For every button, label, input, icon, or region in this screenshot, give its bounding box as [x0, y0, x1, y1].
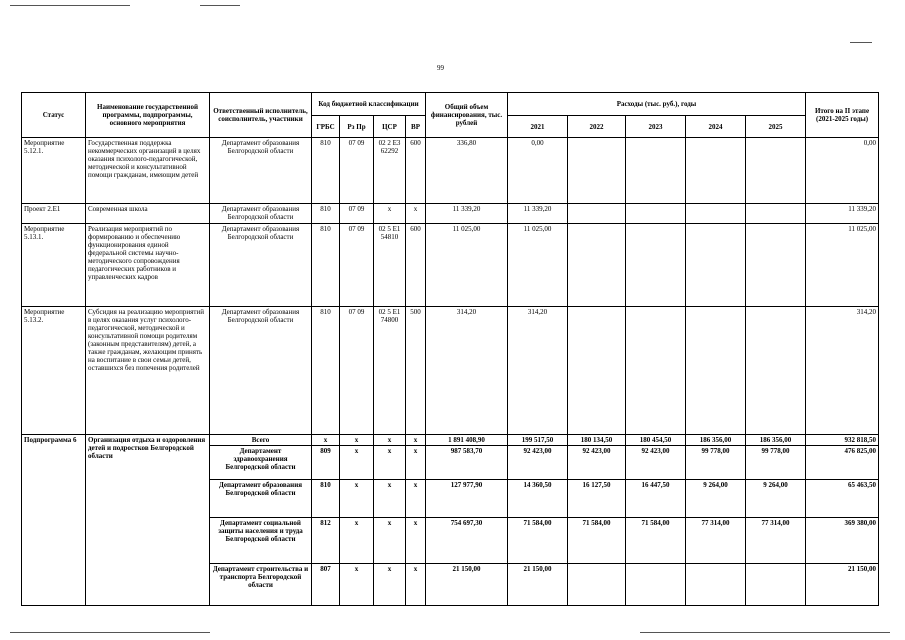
cell-itogo: 369 380,00	[806, 518, 879, 564]
cell-2024	[686, 564, 746, 606]
cell-csr: х	[374, 204, 406, 224]
cell-responsible: Департамент образования Белгородской области	[210, 204, 312, 224]
table-row	[22, 138, 879, 204]
cell-status: Проект 2.Е1	[22, 204, 86, 224]
cell-2022	[568, 138, 626, 204]
cell-total: 11 025,00	[426, 224, 508, 307]
cell-grbs: 810	[312, 224, 340, 307]
cell-2022	[568, 224, 626, 307]
cell-2024: 99 778,00	[686, 446, 746, 480]
cell-2024	[686, 307, 746, 435]
header-2021: 2021	[508, 116, 568, 138]
cell-status: Мероприятие 5.12.1.	[22, 138, 86, 204]
cell-2021: 0,00	[508, 138, 568, 204]
cell-grbs: 810	[312, 138, 340, 204]
cell-2025: 77 314,00	[746, 518, 806, 564]
cell-csr: х	[374, 435, 406, 446]
cell-rz: х	[340, 446, 374, 480]
cell-grbs: 810	[312, 480, 340, 518]
cell-grbs: 809	[312, 446, 340, 480]
cell-2023: 92 423,00	[626, 446, 686, 480]
scan-artifact-line	[200, 5, 240, 6]
header-total-volume: Общий объем финансирования, тыс. рублей	[426, 93, 508, 138]
cell-status: Мероприятие 5.13.1.	[22, 224, 86, 307]
cell-2022: 16 127,50	[568, 480, 626, 518]
cell-csr: х	[374, 480, 406, 518]
cell-itogo: 11 339,20	[806, 204, 879, 224]
cell-name: Организация отдыха и оздоровления детей и подростков Белгородской области	[86, 435, 210, 606]
cell-2024	[686, 204, 746, 224]
cell-responsible: Департамент образования Белгородской области	[210, 138, 312, 204]
cell-rz: 07 09	[340, 307, 374, 435]
cell-2024	[686, 224, 746, 307]
cell-total: 21 150,00	[426, 564, 508, 606]
cell-csr: х	[374, 518, 406, 564]
cell-responsible: Департамент образования Белгородской области	[210, 480, 312, 518]
cell-2025	[746, 204, 806, 224]
cell-2025	[746, 307, 806, 435]
header-grbs: ГРБС	[312, 116, 340, 138]
cell-2021: 92 423,00	[508, 446, 568, 480]
cell-grbs: 810	[312, 204, 340, 224]
scan-artifact-line	[10, 5, 130, 6]
cell-2025	[746, 224, 806, 307]
cell-itogo: 21 150,00	[806, 564, 879, 606]
cell-responsible: Департамент социальной защиты населения и труда Белгородской области	[210, 518, 312, 564]
cell-vr: х	[406, 435, 426, 446]
table-row	[22, 224, 879, 307]
cell-total: 127 977,90	[426, 480, 508, 518]
cell-2022: 92 423,00	[568, 446, 626, 480]
cell-responsible: Департамент строительства и транспорта Белгородской области	[210, 564, 312, 606]
header-responsible: Ответственный исполнитель, соисполнитель, участники	[210, 93, 312, 138]
cell-2023: 180 454,50	[626, 435, 686, 446]
table-row	[22, 204, 879, 224]
cell-csr: х	[374, 446, 406, 480]
cell-grbs: 810	[312, 307, 340, 435]
cell-rz: 07 09	[340, 138, 374, 204]
subprogram-row-total	[22, 435, 879, 446]
cell-2025: 186 356,00	[746, 435, 806, 446]
cell-vr: х	[406, 564, 426, 606]
cell-status: Мероприятие 5.13.2.	[22, 307, 86, 435]
header-itogo: Итого на II этапе (2021-2025 годы)	[806, 93, 879, 138]
cell-responsible: Департамент образования Белгородской области	[210, 224, 312, 307]
cell-responsible: Департамент образования Белгородской области	[210, 307, 312, 435]
cell-vr: х	[406, 204, 426, 224]
cell-itogo: 476 825,00	[806, 446, 879, 480]
cell-2025: 9 264,00	[746, 480, 806, 518]
budget-table	[21, 92, 879, 606]
cell-total: 314,20	[426, 307, 508, 435]
scan-artifact-line	[640, 632, 890, 633]
cell-itogo: 65 463,50	[806, 480, 879, 518]
cell-2024: 186 356,00	[686, 435, 746, 446]
cell-rz: х	[340, 518, 374, 564]
header-2024: 2024	[686, 116, 746, 138]
cell-2023: 16 447,50	[626, 480, 686, 518]
cell-2021: 11 339,20	[508, 204, 568, 224]
cell-name: Государственная поддержка некоммерческих организаций в целях оказания психолого-педагогической, методической и консультативной помощи гражданам, имеющим детей	[86, 138, 210, 204]
cell-2021: 14 360,50	[508, 480, 568, 518]
cell-vr: 600	[406, 224, 426, 307]
cell-2023	[626, 307, 686, 435]
cell-itogo: 314,20	[806, 307, 879, 435]
cell-total: 11 339,20	[426, 204, 508, 224]
cell-vr: 600	[406, 138, 426, 204]
cell-2025: 99 778,00	[746, 446, 806, 480]
table-row	[22, 307, 879, 435]
cell-grbs: х	[312, 435, 340, 446]
cell-responsible: Всего	[210, 435, 312, 446]
cell-2025	[746, 138, 806, 204]
cell-csr: 02 5 Е1 54810	[374, 224, 406, 307]
cell-2023	[626, 224, 686, 307]
cell-grbs: 812	[312, 518, 340, 564]
cell-total: 754 697,30	[426, 518, 508, 564]
header-2022: 2022	[568, 116, 626, 138]
cell-name: Субсидия на реализацию мероприятий в целях оказания услуг психолого-педагогической, методической и консультативной помощи родителям (законным представителям) детей, а также гражданам, желающим принять на воспитание в свои семьи детей, оставшихся без попечения родителей	[86, 307, 210, 435]
cell-2022: 180 134,50	[568, 435, 626, 446]
cell-vr: х	[406, 518, 426, 564]
cell-total: 1 891 408,90	[426, 435, 508, 446]
cell-csr: 02 5 Е1 74800	[374, 307, 406, 435]
cell-rz: 07 09	[340, 224, 374, 307]
cell-rz: х	[340, 435, 374, 446]
cell-2022: 71 584,00	[568, 518, 626, 564]
cell-rz: 07 09	[340, 204, 374, 224]
cell-csr: 02 2 Е3 62292	[374, 138, 406, 204]
cell-2021: 71 584,00	[508, 518, 568, 564]
cell-2024	[686, 138, 746, 204]
cell-grbs: 807	[312, 564, 340, 606]
cell-2021: 314,20	[508, 307, 568, 435]
header-budget-code: Код бюджетной классификации	[312, 93, 426, 116]
cell-2021: 11 025,00	[508, 224, 568, 307]
header-csr: ЦСР	[374, 116, 406, 138]
header-2025: 2025	[746, 116, 806, 138]
cell-itogo: 11 025,00	[806, 224, 879, 307]
cell-2022	[568, 204, 626, 224]
cell-2022	[568, 564, 626, 606]
scan-artifact-line	[10, 632, 210, 633]
header-expenses: Расходы (тыс. руб.), годы	[508, 93, 806, 116]
cell-2024: 77 314,00	[686, 518, 746, 564]
header-2023: 2023	[626, 116, 686, 138]
cell-rz: х	[340, 564, 374, 606]
cell-2023	[626, 204, 686, 224]
cell-2025	[746, 564, 806, 606]
header-status: Статус	[22, 93, 86, 138]
cell-2023: 71 584,00	[626, 518, 686, 564]
cell-2021: 199 517,50	[508, 435, 568, 446]
cell-2023	[626, 564, 686, 606]
cell-status: Подпрограмма 6	[22, 435, 86, 606]
header-rz: Рз Пр	[340, 116, 374, 138]
cell-name: Современная школа	[86, 204, 210, 224]
cell-rz: х	[340, 480, 374, 518]
cell-2023	[626, 138, 686, 204]
cell-name: Реализация мероприятий по формированию и обеспечению функционирования единой федеральной системы научно-методического сопровождения педагогических работников и управленческих кадров	[86, 224, 210, 307]
cell-itogo: 932 818,50	[806, 435, 879, 446]
cell-responsible: Департамент здравоохранения Белгородской области	[210, 446, 312, 480]
cell-2024: 9 264,00	[686, 480, 746, 518]
scan-artifact-line	[850, 42, 872, 43]
page-number: 99	[437, 64, 444, 72]
cell-2021: 21 150,00	[508, 564, 568, 606]
cell-itogo: 0,00	[806, 138, 879, 204]
header-name: Наименование государственной программы, подпрограммы, основного мероприятия	[86, 93, 210, 138]
cell-2022	[568, 307, 626, 435]
cell-total: 987 583,70	[426, 446, 508, 480]
header-vr: ВР	[406, 116, 426, 138]
cell-vr: х	[406, 446, 426, 480]
cell-csr: х	[374, 564, 406, 606]
cell-vr: 500	[406, 307, 426, 435]
cell-vr: х	[406, 480, 426, 518]
cell-total: 336,80	[426, 138, 508, 204]
